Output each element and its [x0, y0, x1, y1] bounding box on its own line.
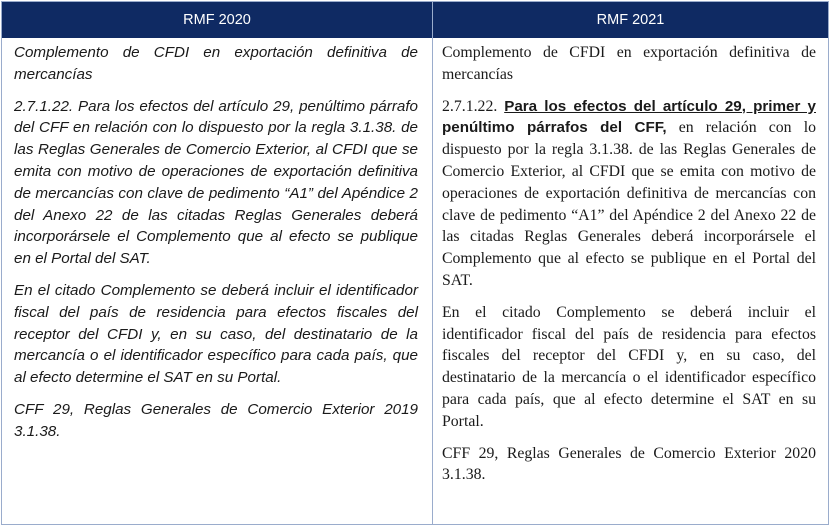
paragraph-rest: en relación con lo dispuesto por la regla 3.1.38. de las Reglas Generales de Comercio Exterior, al CFDI que se emita con motivo de operaciones de exportación definitiva de mercancías con clave de pedimento “A1” del Apéndice 2 del Anexo 22 de las citadas Reglas Generales deberá incorporársele el Complemento que al efecto se publique en el Portal del SAT. — [442, 119, 816, 289]
rmf-2020-cell — [2, 38, 433, 524]
highlighted-change-2: penúltimo párrafos del CFF, — [442, 119, 667, 137]
rmf-2020-rule-paragraph-1: 2.7.1.22. Para los efectos del artículo 29, penúltimo párrafo del CFF en relación con lo dispuesto por la regla 3.1.38. de las Reglas Generales de Comercio Exterior, al CFDI que se emita con motivo de operaciones de exportación definitiva de mercancías con clave de pedimento “A1” del Apéndice 2 del Anexo 22 de las citadas Reglas Generales deberá incorporársele el Complemento que al efecto se publique en el Portal del SAT. — [14, 97, 418, 268]
header-rmf-2020: RMF 2020 — [2, 2, 433, 38]
comparison-table — [1, 1, 829, 525]
header-rmf-2021: RMF 2021 — [433, 2, 828, 38]
rmf-2021-rule-references: CFF 29, Reglas Generales de Comercio Exterior 2020 3.1.38. — [442, 444, 816, 484]
rmf-2021-rule-paragraph-1 — [442, 96, 816, 292]
rmf-2021-rule-title: Complemento de CFDI en exportación definitiva de mercancías — [442, 44, 816, 83]
rule-number: 2.7.1.22. — [442, 97, 505, 115]
rmf-2021-cell — [433, 38, 828, 524]
highlighted-change-1: Para los efectos del artículo 29, primer y — [504, 97, 816, 115]
rmf-2020-rule-paragraph-2: En el citado Complemento se deberá incluir el identificador fiscal del país de residencia para efectos fiscales del receptor del CFDI y, en su caso, del destinatario de la mercancía o el identificador específico para cada país, que al efecto determine el SAT en su Portal. — [14, 281, 418, 387]
rmf-2021-rule-paragraph-2: En el citado Complemento se deberá incluir el identificador fiscal del país de residencia para efectos fiscales del receptor del CFDI y, en su caso, del destinatario de la mercancía o el identificador específico para cada país, que al efecto determine el SAT en su Portal. — [442, 303, 816, 430]
rmf-2020-rule-title: Complemento de CFDI en exportación definitiva de mercancías — [14, 44, 418, 83]
rmf-2020-rule-references: CFF 29, Reglas Generales de Comercio Exterior 2019 3.1.38. — [14, 400, 418, 440]
